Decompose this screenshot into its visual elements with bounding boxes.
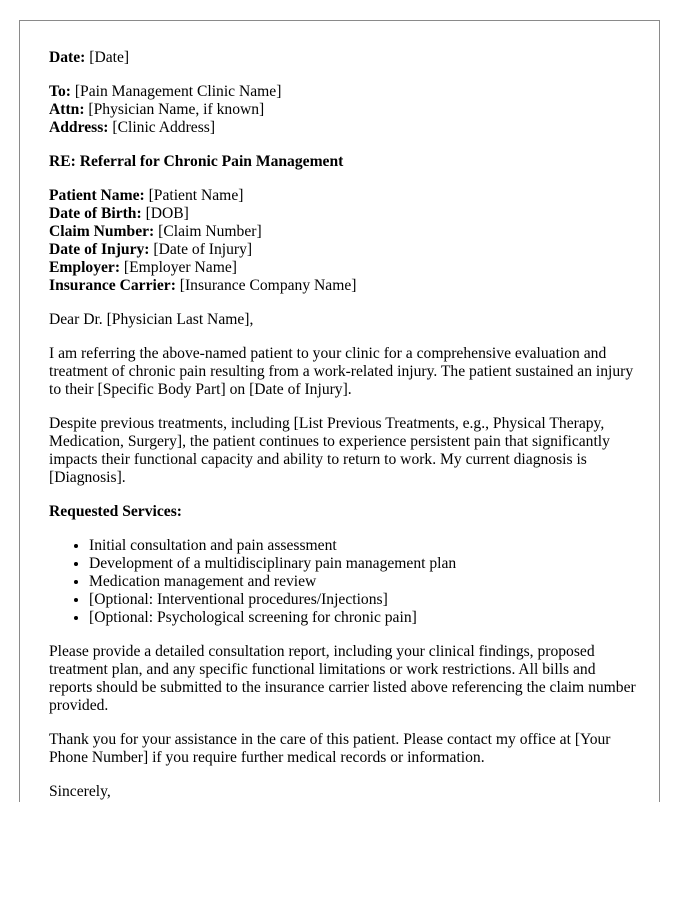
subject-line xyxy=(49,153,639,171)
service-item: • [Optional: Interventional procedures/Injections] xyxy=(89,591,639,609)
date-line xyxy=(49,49,639,67)
claim-label: Claim Number: xyxy=(49,223,155,240)
services-heading: Requested Services: xyxy=(49,503,182,520)
services-heading-line xyxy=(49,503,639,521)
service-item: • Initial consultation and pain assessment xyxy=(89,537,639,555)
service-item: • Medication management and review xyxy=(89,573,639,591)
injury-date-label: Date of Injury: xyxy=(49,241,150,258)
patient-name-line xyxy=(49,187,639,205)
injury-date-value: [Date of Injury] xyxy=(149,241,253,258)
address-line xyxy=(49,119,639,137)
letter-page xyxy=(19,20,660,802)
date-value: [Date] xyxy=(85,49,130,66)
patient-info-block xyxy=(49,187,639,295)
to-line xyxy=(49,83,639,101)
recipient-block xyxy=(49,83,639,137)
to-value: [Pain Management Clinic Name] xyxy=(70,83,282,100)
insurer-line xyxy=(49,277,639,295)
claim-line xyxy=(49,223,639,241)
paragraph-history: Despite previous treatments, including [List Previous Treatments, e.g., Physical Therapy, Medication, Surgery], the patient continues to experience persistent pain that significantly impacts their functional capacity and ability to return to work. My current diagnosis is [Diagnosis]. xyxy=(49,415,610,486)
attn-line xyxy=(49,101,639,119)
patient-name-value: [Patient Name] xyxy=(144,187,244,204)
service-item: • [Optional: Psychological screening for chronic pain] xyxy=(89,609,639,627)
injury-date-line xyxy=(49,241,639,259)
dob-line xyxy=(49,205,639,223)
insurer-value: [Insurance Company Name] xyxy=(175,277,357,294)
address-value: [Clinic Address] xyxy=(108,119,216,136)
patient-name-label: Patient Name: xyxy=(49,187,145,204)
services-list xyxy=(49,537,639,627)
paragraph-thanks: Thank you for your assistance in the care of this patient. Please contact my office at [Your Phone Number] if you require further medical records or information. xyxy=(49,731,611,766)
employer-label: Employer: xyxy=(49,259,121,276)
attn-label: Attn: xyxy=(49,101,85,118)
date-label: Date: xyxy=(49,49,86,66)
dob-label: Date of Birth: xyxy=(49,205,142,222)
address-label: Address: xyxy=(49,119,109,136)
claim-value: [Claim Number] xyxy=(154,223,262,240)
insurer-label: Insurance Carrier: xyxy=(49,277,176,294)
service-item: • Development of a multidisciplinary pain management plan xyxy=(89,555,639,573)
salutation: Dear Dr. [Physician Last Name], xyxy=(49,311,254,328)
employer-line xyxy=(49,259,639,277)
employer-value: [Employer Name] xyxy=(120,259,237,276)
paragraph-report-request: Please provide a detailed consultation report, including your clinical findings, proposed treatment plan, and any specific functional limitations or work restrictions. All bills and reports should be submitted to the insurance carrier listed above referencing the claim number provided. xyxy=(49,643,636,714)
subject-text: RE: Referral for Chronic Pain Management xyxy=(49,153,344,170)
letter-content xyxy=(49,49,639,802)
paragraph-referral: I am referring the above-named patient to your clinic for a comprehensive evaluation and treatment of chronic pain resulting from a work-related injury. The patient sustained an injury to their [Specific Body Part] on [Date of Injury]. xyxy=(49,345,634,398)
dob-value: [DOB] xyxy=(141,205,189,222)
to-label: To: xyxy=(49,83,71,100)
attn-value: [Physician Name, if known] xyxy=(84,101,265,118)
closing: Sincerely, xyxy=(49,783,111,800)
